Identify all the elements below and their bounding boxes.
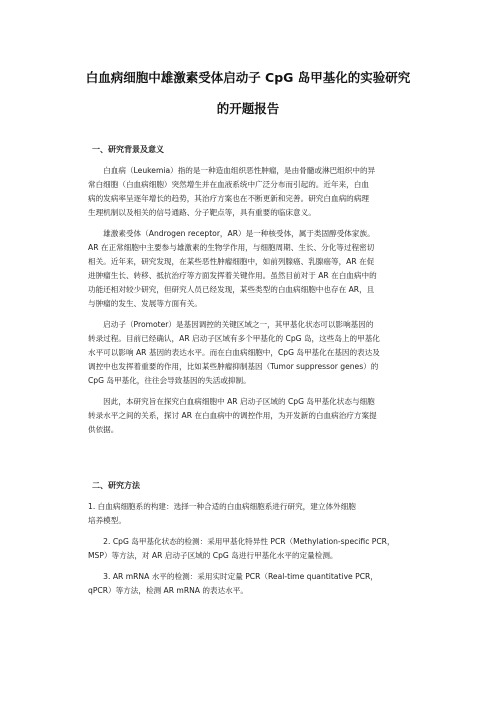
paragraph <box>88 318 408 388</box>
text-line: 常白细胞（白血病细胞）突然增生并在血液系统中广泛分布而引起的。近年来，白血 <box>88 180 369 189</box>
text-line: 3. AR mRNA 水平的检测：采用实时定量 PCR（Real-time quantitative PCR， <box>88 572 378 581</box>
text-line: 生理机制以及相关的信号通路、分子靶点等，具有重要的临床意义。 <box>88 208 316 217</box>
section-heading-methods: 二、研究方法 <box>92 481 140 490</box>
text-line: 培养模型。 <box>88 516 126 525</box>
text-line: 调控中也发挥着重要的作用，比如某些肿瘤抑制基因（Tumor suppressor genes）的 <box>88 362 379 371</box>
text-line: 雄激素受体（Androgen receptor，AR）是一种核受体，属于类固醇受体家族。 <box>88 229 375 238</box>
text-line: 供依据。 <box>88 425 119 434</box>
paragraph <box>88 570 408 598</box>
text-line: 2. CpG 岛甲基化状态的检测：采用甲基化特异性 PCR（Methylation-specific PCR， <box>88 537 395 546</box>
text-line: 功能还相对较少研究，但研究人员已经发现，某些类型的白血病细胞中也存在 AR，且 <box>88 285 375 294</box>
section-body-background <box>88 164 408 437</box>
text-line: 水平可以影响 AR 基因的表达水平。而在白血病细胞中，CpG 岛甲基化在基因的表达及 <box>88 348 380 357</box>
text-line: 病的发病率呈逐年增长的趋势，其治疗方案也在不断更新和完善。研究白血病的病理 <box>88 194 369 203</box>
paragraph <box>88 227 408 311</box>
section-heading-background: 一、研究背景及意义 <box>92 145 164 154</box>
text-line: 启动子（Promoter）是基因调控的关键区域之一，其甲基化状态可以影响基因的 <box>88 320 374 329</box>
paragraph <box>88 535 408 563</box>
section-body-methods <box>88 500 408 598</box>
text-line: 相关。近年来，研究发现，在某些恶性肿瘤细胞中，如前列腺癌、乳腺癌等，AR 在促 <box>88 257 375 266</box>
text-line: 白血病（Leukemia）指的是一种造血组织恶性肿瘤，是由骨髓或淋巴组织中的异 <box>88 166 376 175</box>
text-line: 转录水平之间的关系，探讨 AR 在白血病中的调控作用，为开发新的白血病治疗方案提 <box>88 411 377 420</box>
paragraph <box>88 395 408 437</box>
paragraph <box>88 164 408 220</box>
text-line: 转录过程。目前已经确认，AR 启动子区域有多个甲基化的 CpG 岛，这些岛上的甲基化 <box>88 334 380 343</box>
paragraph <box>88 500 408 528</box>
text-line: 进肿瘤生长、转移、抵抗治疗等方面发挥着关键作用。虽然目前对于 AR 在白血病中的 <box>88 271 377 280</box>
text-line: 1. 白血病细胞系的构建：选择一种合适的白血病细胞系进行研究，建立体外细胞 <box>88 502 356 511</box>
text-line: AR 在正常细胞中主要参与雄激素的生物学作用，与细胞周期、生长、分化等过程密切 <box>88 243 375 252</box>
text-line: 与肿瘤的发生、发展等方面有关。 <box>88 299 202 308</box>
text-line: qPCR）等方法，检测 AR mRNA 的表达水平。 <box>88 586 248 595</box>
document-title-line-2: 的开题报告 <box>216 101 280 116</box>
text-line: MSP）等方法，对 AR 启动子区域的 CpG 岛进行甲基化水平的定量检测。 <box>88 551 338 560</box>
document-title-line-1: 白血病细胞中雄激素受体启动子 CpG 岛甲基化的实验研究 <box>85 70 411 85</box>
text-line: 因此，本研究旨在探究白血病细胞中 AR 启动子区域的 CpG 岛甲基化状态与细胞 <box>88 397 375 406</box>
text-line: CpG 岛甲基化，往往会导致基因的失活或抑制。 <box>88 376 251 385</box>
